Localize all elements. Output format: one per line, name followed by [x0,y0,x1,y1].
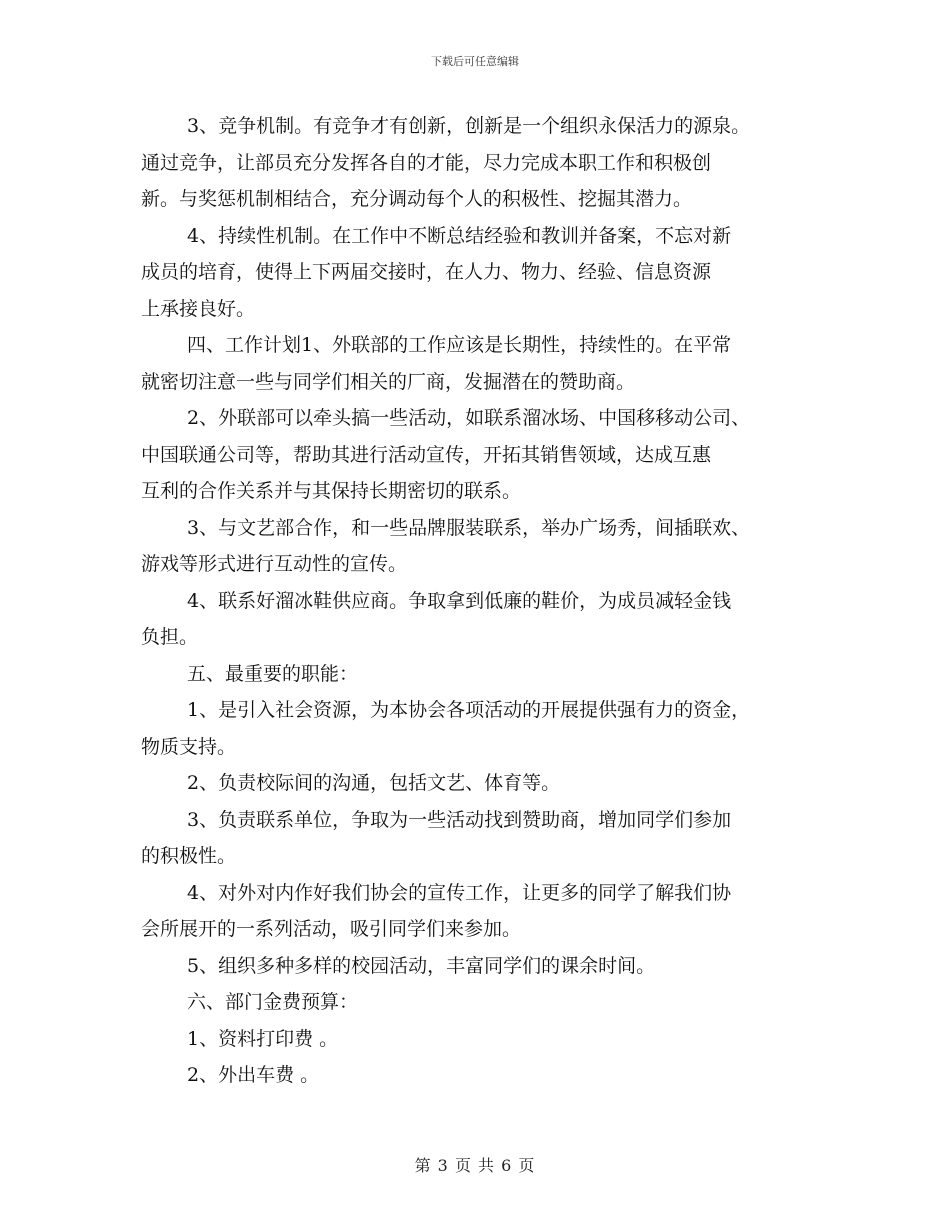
text-line: 4、联系好溜冰鞋供应商。争取拿到低廉的鞋价，为成员减轻金钱 [187,589,732,612]
text-line: 2、外出车费 。 [187,1064,320,1086]
text-line: 1、是引入社会资源，为本协会各项活动的开展提供强有力的资金， [187,699,751,721]
text-line: 成员的培育，使得上下两届交接时，在人力、物力、经验、信息资源 [141,261,712,283]
page-header: 下载后可任意编辑 [431,55,519,68]
text-line: 4、持续性机制。在工作中不断总结经验和教训并备案，不忘对新 [187,224,732,247]
text-line: 五、最重要的职能： [187,662,359,685]
text-line: 1、资料打印费 。 [187,1027,339,1050]
text-line: 3、负责联系单位，争取为一些活动找到赞助商，增加同学们参加 [187,808,732,831]
text-line: 互利的合作关系并与其保持长期密切的联系。 [141,480,522,502]
text-line: 通过竞争，让部员充分发挥各自的才能，尽力完成本职工作和积极创 [141,151,712,174]
page-footer: 第 3 页 共 6 页 [414,1156,536,1175]
text-line: 物质支持。 [141,735,237,758]
text-line: 3、竞争机制。有竞争才有创新，创新是一个组织永保活力的源泉。 [187,115,751,137]
document-body [141,108,831,1094]
text-line: 新。与奖惩机制相结合，充分调动每个人的积极性、挖掘其潜力。 [141,188,693,210]
text-line: 会所展开的一系列活动，吸引同学们来参加。 [141,918,522,940]
text-line: 3、与文艺部合作，和一些品牌服装联系，举办广场秀，间插联欢、 [187,516,751,539]
text-line: 中国联通公司等，帮助其进行活动宣传，开拓其销售领域，达成互惠 [141,443,712,466]
text-line: 游戏等形式进行互动性的宣传。 [141,553,408,575]
text-line: 的积极性。 [141,845,237,867]
text-line: 5、组织多种多样的校园活动，丰富同学们的课余时间。 [187,954,656,977]
text-line: 2、负责校际间的沟通，包括文艺、体育等。 [187,772,561,794]
text-line: 六、部门金费预算： [187,991,359,1013]
text-line: 上承接良好。 [141,297,256,320]
text-line: 负担。 [141,626,199,648]
text-line: 四、工作计划1、外联部的工作应该是长期性，持续性的。在平常 [187,334,732,356]
text-line: 4、对外对内作好我们协会的宣传工作，让更多的同学了解我们协 [187,881,732,904]
text-line: 就密切注意一些与同学们相关的厂商，发掘潜在的赞助商。 [141,370,636,393]
text-line: 2、外联部可以牵头搞一些活动，如联系溜冰场、中国移移动公司、 [187,407,751,429]
